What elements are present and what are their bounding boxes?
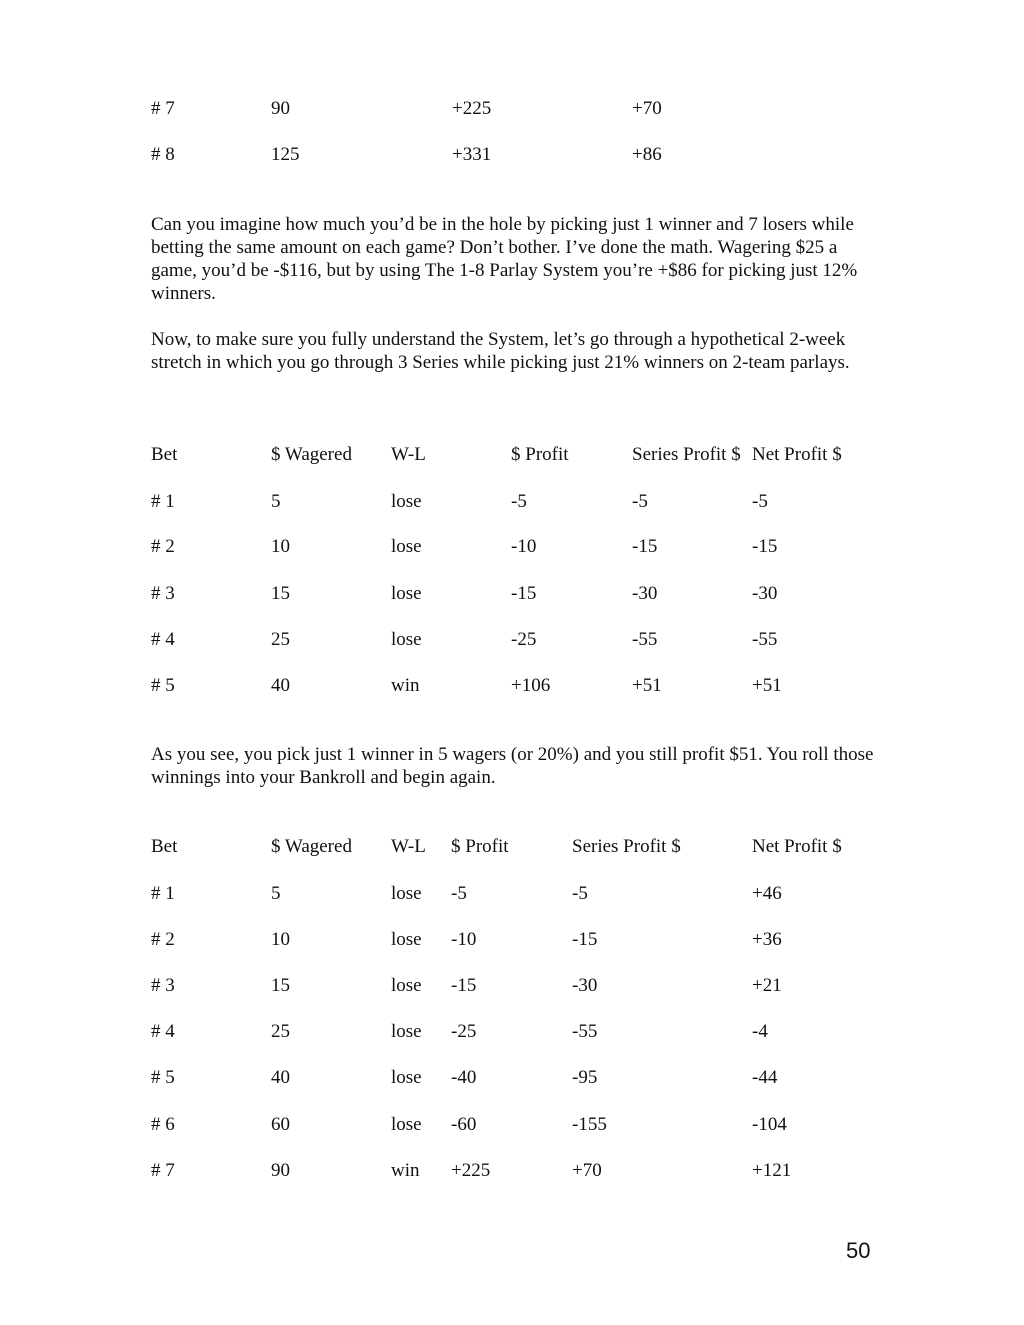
column-header: Net Profit $ — [752, 444, 842, 465]
table-cell: 25 — [271, 629, 290, 650]
paragraph-math: Can you imagine how much you’d be in the hole by picking just 1 winner and 7 losers while betting the same amount on each game? Don’t bother. I’ve done the math. Wagering $25 a game, you’d be -$116, but by using The 1-8 Parlay System you’re +$86 for picking just 12% winners. — [151, 214, 858, 304]
table-cell: lose — [391, 629, 422, 650]
table-cell: -15 — [511, 583, 537, 604]
table-cell: -25 — [451, 1021, 477, 1042]
table-cell: -104 — [752, 1114, 787, 1135]
table-cell: +21 — [752, 975, 782, 996]
table-cell: -30 — [632, 583, 658, 604]
table-cell: -25 — [511, 629, 537, 650]
net-profit-value: +86 — [632, 144, 662, 165]
table-row — [0, 143, 1024, 167]
table-row — [0, 1159, 1024, 1183]
table-row — [0, 882, 1024, 906]
table-row — [0, 582, 1024, 606]
table-cell: lose — [391, 583, 422, 604]
column-header: Series Profit $ — [632, 444, 741, 465]
table-cell: # 7 — [151, 1160, 175, 1181]
table-cell: lose — [391, 491, 422, 512]
table-row — [0, 490, 1024, 514]
table-cell: -4 — [752, 1021, 768, 1042]
table-cell: -10 — [451, 929, 477, 950]
table-cell: 40 — [271, 1067, 290, 1088]
table-cell: win — [391, 1160, 420, 1181]
table-cell: +51 — [632, 675, 662, 696]
table-cell: 60 — [271, 1114, 290, 1135]
column-header: $ Profit — [451, 836, 509, 857]
table-cell: # 4 — [151, 629, 175, 650]
column-header: $ Wagered — [271, 836, 352, 857]
table-cell: lose — [391, 929, 422, 950]
table-cell: lose — [391, 536, 422, 557]
table-cell: -5 — [451, 883, 467, 904]
table-header-row — [0, 835, 1024, 859]
table-cell: 5 — [271, 883, 281, 904]
table-row — [0, 1066, 1024, 1090]
table-cell: -155 — [572, 1114, 607, 1135]
table-cell: -55 — [752, 629, 778, 650]
table-header-row — [0, 443, 1024, 467]
table-cell: -5 — [752, 491, 768, 512]
table-cell: lose — [391, 1114, 422, 1135]
table-cell: +121 — [752, 1160, 792, 1181]
table-cell: -5 — [572, 883, 588, 904]
profit-value: +331 — [452, 144, 492, 165]
column-header: $ Wagered — [271, 444, 352, 465]
table-row — [0, 535, 1024, 559]
table-cell: +51 — [752, 675, 782, 696]
column-header: $ Profit — [511, 444, 569, 465]
table-cell: lose — [391, 1021, 422, 1042]
table-cell: -55 — [572, 1021, 598, 1042]
column-header: Bet — [151, 444, 178, 465]
table-cell: 15 — [271, 583, 290, 604]
column-header: Series Profit $ — [572, 836, 681, 857]
table-row — [0, 674, 1024, 698]
table-cell: 15 — [271, 975, 290, 996]
net-profit-value: +70 — [632, 98, 662, 119]
table-cell: 5 — [271, 491, 281, 512]
table-cell: lose — [391, 1067, 422, 1088]
table-cell: 25 — [271, 1021, 290, 1042]
column-header: W-L — [391, 836, 426, 857]
table-cell: # 2 — [151, 536, 175, 557]
table-cell: -30 — [752, 583, 778, 604]
table-cell: -5 — [511, 491, 527, 512]
table-cell: # 3 — [151, 975, 175, 996]
table-cell: -5 — [632, 491, 648, 512]
table-row — [0, 1020, 1024, 1044]
table-cell: # 4 — [151, 1021, 175, 1042]
table-cell: # 3 — [151, 583, 175, 604]
column-header: W-L — [391, 444, 426, 465]
table-cell: +36 — [752, 929, 782, 950]
table-cell: -30 — [572, 975, 598, 996]
table-cell: -15 — [572, 929, 598, 950]
table-cell: 10 — [271, 536, 290, 557]
table-cell: 90 — [271, 1160, 290, 1181]
table-cell: -15 — [632, 536, 658, 557]
table-row — [0, 928, 1024, 952]
paragraph-result: As you see, you pick just 1 winner in 5 wagers (or 20%) and you still profit $51. You roll those winnings into your Bankroll and begin again. — [151, 744, 874, 788]
table-cell: -60 — [451, 1114, 477, 1135]
wagered-value: 90 — [271, 98, 290, 119]
table-cell: # 1 — [151, 491, 175, 512]
page-number: 50 — [846, 1238, 871, 1263]
table-cell: win — [391, 675, 420, 696]
wagered-value: 125 — [271, 144, 300, 165]
table-cell: 40 — [271, 675, 290, 696]
table-cell: +46 — [752, 883, 782, 904]
table-cell: -10 — [511, 536, 537, 557]
profit-value: +225 — [452, 98, 492, 119]
table-cell: lose — [391, 975, 422, 996]
table-cell: +106 — [511, 675, 551, 696]
table-row — [0, 1113, 1024, 1137]
table-cell: -95 — [572, 1067, 598, 1088]
table-cell: +225 — [451, 1160, 491, 1181]
column-header: Bet — [151, 836, 178, 857]
table-cell: -40 — [451, 1067, 477, 1088]
table-cell: # 5 — [151, 675, 175, 696]
bet-number: # 7 — [151, 98, 175, 119]
table-row — [0, 97, 1024, 121]
bet-number: # 8 — [151, 144, 175, 165]
table-cell: -55 — [632, 629, 658, 650]
table-row — [0, 974, 1024, 998]
table-cell: -44 — [752, 1067, 778, 1088]
table-cell: # 5 — [151, 1067, 175, 1088]
table-row — [0, 628, 1024, 652]
paragraph-hypothetical: Now, to make sure you fully understand the System, let’s go through a hypothetical 2-week stretch in which you go through 3 Series while picking just 21% winners on 2-team parlays. — [151, 329, 850, 373]
table-cell: -15 — [451, 975, 477, 996]
table-cell: 10 — [271, 929, 290, 950]
table-cell: -15 — [752, 536, 778, 557]
table-cell: # 1 — [151, 883, 175, 904]
table-cell: +70 — [572, 1160, 602, 1181]
table-cell: # 6 — [151, 1114, 175, 1135]
table-cell: lose — [391, 883, 422, 904]
column-header: Net Profit $ — [752, 836, 842, 857]
table-cell: # 2 — [151, 929, 175, 950]
